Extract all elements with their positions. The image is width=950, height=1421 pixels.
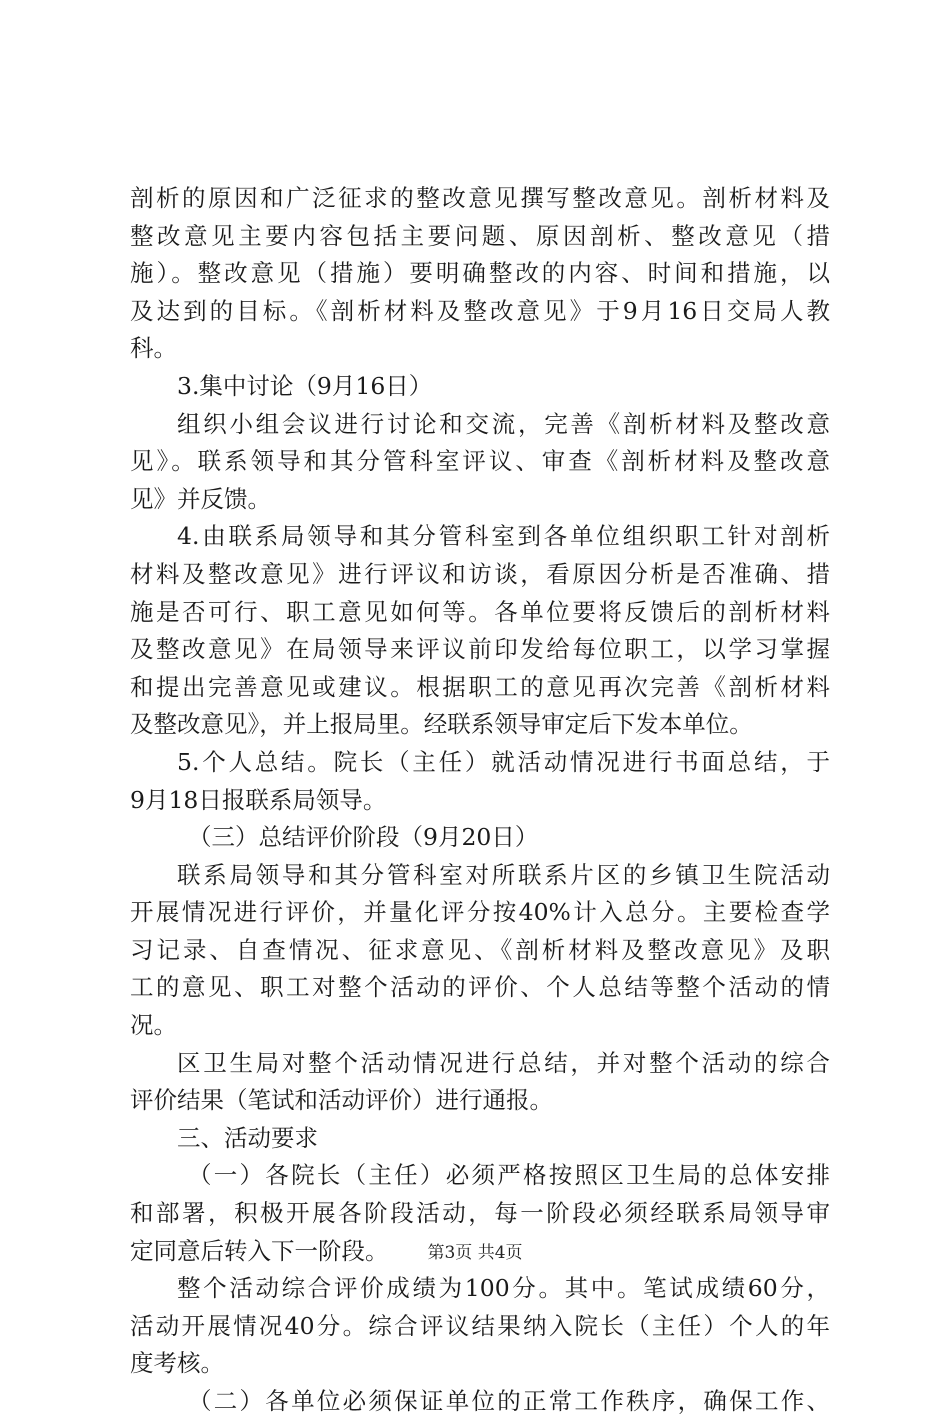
text-line: 整个活动综合评价成绩为100分。其中。笔试成绩60分， — [177, 1274, 830, 1303]
text-line: 整改意见主要内容包括主要问题、原因剖析、整改意见（措 — [130, 221, 830, 250]
text-line: 和提出完善意见或建议。根据职工的意见再次完善《剖析材料 — [130, 672, 830, 701]
text-line: 评价结果（笔试和活动评价）进行通报。 — [130, 1086, 553, 1115]
text-line: （二）各单位必须保证单位的正常工作秩序，确保工作、 — [188, 1387, 830, 1415]
text-line: 定同意后转入下一阶段。 — [130, 1236, 389, 1265]
text-line: 见》。联系领导和其分管科室评议、审查《剖析材料及整改意 — [130, 447, 830, 476]
text-line: 区卫生局对整个活动情况进行总结，并对整个活动的综合 — [177, 1048, 830, 1077]
text-line: 5.个人总结。院长（主任）就活动情况进行书面总结，于 — [177, 747, 830, 776]
text-line: 9月18日报联系局领导。 — [130, 785, 387, 814]
page-number-footer: 第3页 共4页 — [427, 1243, 523, 1263]
text-line: 习记录、自查情况、征求意见、《剖析材料及整改意见》及职 — [130, 935, 830, 964]
text-line: 施）。整改意见（措施）要明确整改的内容、时间和措施，以 — [130, 259, 830, 288]
text-line: 见》并反馈。 — [130, 484, 271, 513]
text-line: 度考核。 — [130, 1349, 224, 1378]
text-line: 4.由联系局领导和其分管科室到各单位组织职工针对剖析 — [177, 522, 830, 551]
text-line: 及整改意见》，并上报局里。经联系领导审定后下发本单位。 — [130, 710, 753, 739]
text-line: 况。 — [130, 1011, 177, 1040]
section-heading: （三）总结评价阶段（9月20日） — [188, 823, 539, 852]
text-line: 及整改意见》在局领导来评议前印发给每位职工，以学习掌握 — [130, 635, 830, 664]
text-line: 科。 — [130, 334, 177, 363]
text-line: 剖析的原因和广泛征求的整改意见撰写整改意见。剖析材料及 — [130, 184, 830, 212]
text-line: 开展情况进行评价，并量化评分按40%计入总分。主要检查学 — [130, 898, 830, 927]
text-line: （一）各院长（主任）必须严格按照区卫生局的总体安排 — [188, 1161, 830, 1190]
text-line: 和部署，积极开展各阶段活动，每一阶段必须经联系局领导审 — [130, 1199, 830, 1228]
text-line: 及达到的目标。《剖析材料及整改意见》于9月16日交局人教 — [130, 296, 830, 325]
text-line: 施是否可行、职工意见如何等。各单位要将反馈后的剖析材料 — [130, 597, 830, 626]
document-body — [130, 180, 830, 1421]
text-line: 活动开展情况40分。综合评议结果纳入院长（主任）个人的年 — [130, 1311, 830, 1340]
section-heading: 三、活动要求 — [177, 1123, 318, 1152]
text-line: 组织小组会议进行讨论和交流，完善《剖析材料及整改意 — [177, 409, 830, 438]
text-line: 材料及整改意见》进行评议和访谈，看原因分析是否准确、措 — [130, 559, 830, 588]
text-line: 联系局领导和其分管科室对所联系片区的乡镇卫生院活动 — [177, 860, 830, 889]
text-line: 工的意见、职工对整个活动的评价、个人总结等整个活动的情 — [130, 973, 830, 1002]
text-line: 3.集中讨论（9月16日） — [177, 371, 433, 400]
